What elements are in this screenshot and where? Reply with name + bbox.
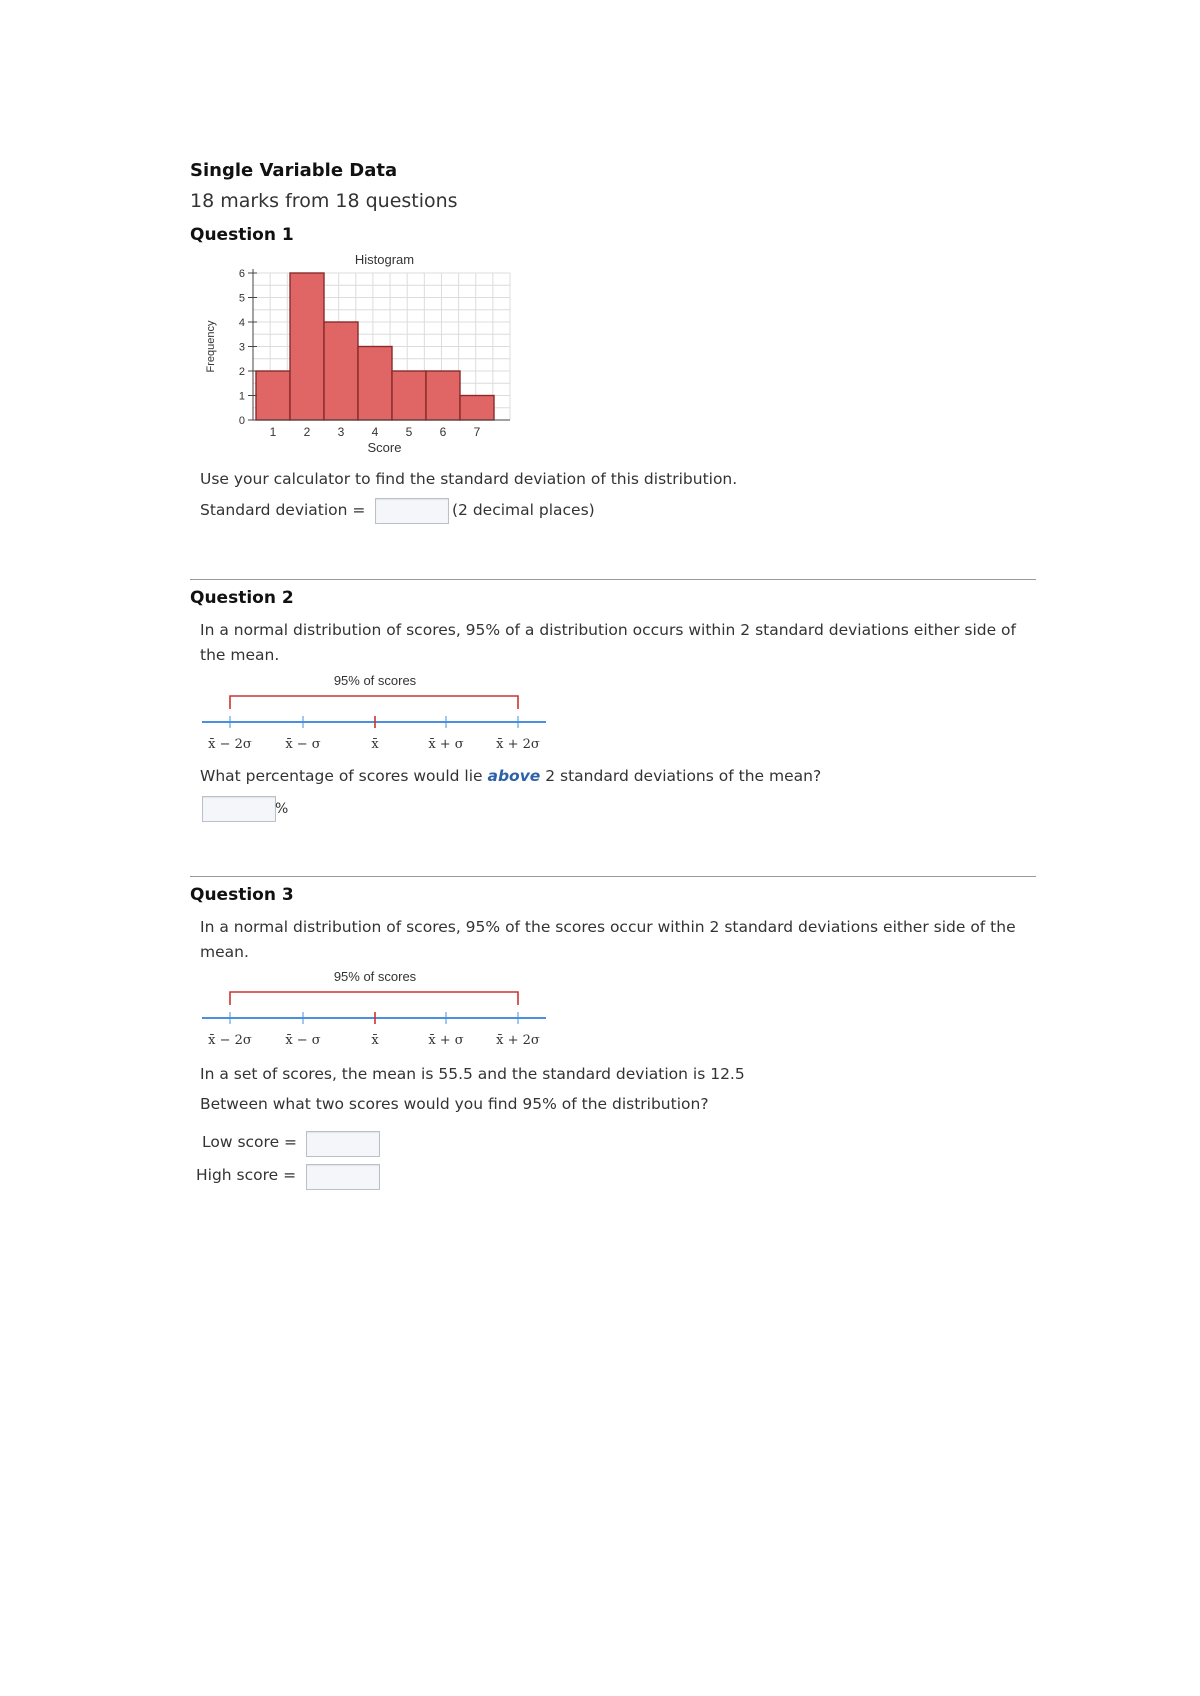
x-tick-label: 5 — [405, 425, 413, 439]
question-2-question-end: 2 standard deviations of the mean? — [540, 767, 822, 785]
histogram-bar-3 — [324, 322, 358, 420]
percent-sign: % — [275, 801, 289, 817]
tick-label: x̄ + 2σ — [496, 1033, 540, 1048]
low-score-input[interactable] — [306, 1131, 380, 1157]
tick-label: x̄ − 2σ — [208, 1033, 252, 1048]
divider-1 — [190, 579, 1036, 580]
y-tick-label: 6 — [238, 268, 245, 280]
tick-label: x̄ + 2σ — [496, 737, 540, 752]
sd-label: Standard deviation = — [200, 501, 366, 519]
tick-label: x̄ + σ — [428, 737, 464, 752]
y-tick-label: 0 — [238, 415, 245, 427]
x-tick-label: 3 — [337, 425, 345, 439]
x-tick-label: 4 — [371, 425, 379, 439]
histogram-bar-1 — [256, 371, 290, 420]
y-tick-label: 3 — [238, 341, 245, 354]
histogram-bar-6 — [426, 371, 460, 420]
percentage-input[interactable] — [202, 796, 276, 822]
histogram-bar-4 — [358, 347, 392, 421]
page-subtitle: 18 marks from 18 questions — [190, 190, 458, 212]
question-3-title: Question 3 — [190, 885, 294, 905]
question-3-info: In a set of scores, the mean is 55.5 and the standard deviation is 12.5 — [200, 1065, 745, 1083]
chart-title: Histogram — [354, 252, 415, 267]
x-tick-label: 7 — [473, 425, 481, 439]
y-axis-label: Frequency — [205, 320, 217, 373]
sd-hint: (2 decimal places) — [452, 501, 595, 519]
bracket — [230, 696, 518, 709]
question-1-instruction: Use your calculator to find the standard deviation of this distribution. — [200, 470, 738, 488]
sd-input[interactable] — [375, 498, 449, 524]
y-tick-label: 1 — [238, 390, 245, 403]
question-2-emphasis: above — [487, 767, 541, 785]
y-tick-label: 5 — [238, 292, 245, 305]
bracket — [230, 992, 518, 1005]
tick-label: x̄ — [371, 737, 379, 752]
question-2-question-start: What percentage of scores would lie — [200, 767, 488, 785]
low-score-label: Low score = — [202, 1133, 298, 1151]
y-tick-label: 2 — [238, 366, 245, 378]
tick-label: x̄ — [371, 1033, 379, 1048]
tick-label: x̄ + σ — [428, 1033, 464, 1048]
x-axis-label: Score — [367, 440, 402, 455]
histogram-chart — [200, 250, 530, 465]
high-score-input[interactable] — [306, 1164, 380, 1190]
normal-distribution-diagram-2 — [200, 968, 560, 1056]
tick-label: x̄ − σ — [285, 1033, 321, 1048]
histogram-bar-5 — [392, 371, 426, 420]
tick-label: x̄ − σ — [285, 737, 321, 752]
x-tick-label: 2 — [303, 425, 311, 439]
high-score-label: High score = — [196, 1166, 297, 1184]
tick-label: x̄ − 2σ — [208, 737, 252, 752]
question-2-title: Question 2 — [190, 588, 294, 608]
divider-2 — [190, 876, 1036, 877]
question-3-text: In a normal distribution of scores, 95% of the scores occur within 2 standard deviations either side of the mean. — [200, 918, 1016, 961]
bracket-label: 95% of scores — [333, 673, 417, 688]
bracket-label: 95% of scores — [333, 969, 417, 984]
x-tick-label: 1 — [269, 425, 277, 439]
question-2-question — [200, 764, 821, 789]
x-tick-label: 6 — [439, 425, 447, 439]
histogram-bar-2 — [290, 273, 324, 420]
question-1-title: Question 1 — [190, 225, 294, 245]
y-tick-label: 4 — [238, 317, 245, 329]
normal-distribution-diagram — [200, 672, 560, 760]
question-3-question: Between what two scores would you find 95% of the distribution? — [200, 1095, 709, 1113]
page-title: Single Variable Data — [190, 160, 398, 181]
question-2-text: In a normal distribution of scores, 95% of a distribution occurs within 2 standard deviations either side of the mean. — [200, 621, 1016, 664]
histogram-bar-7 — [460, 396, 494, 421]
